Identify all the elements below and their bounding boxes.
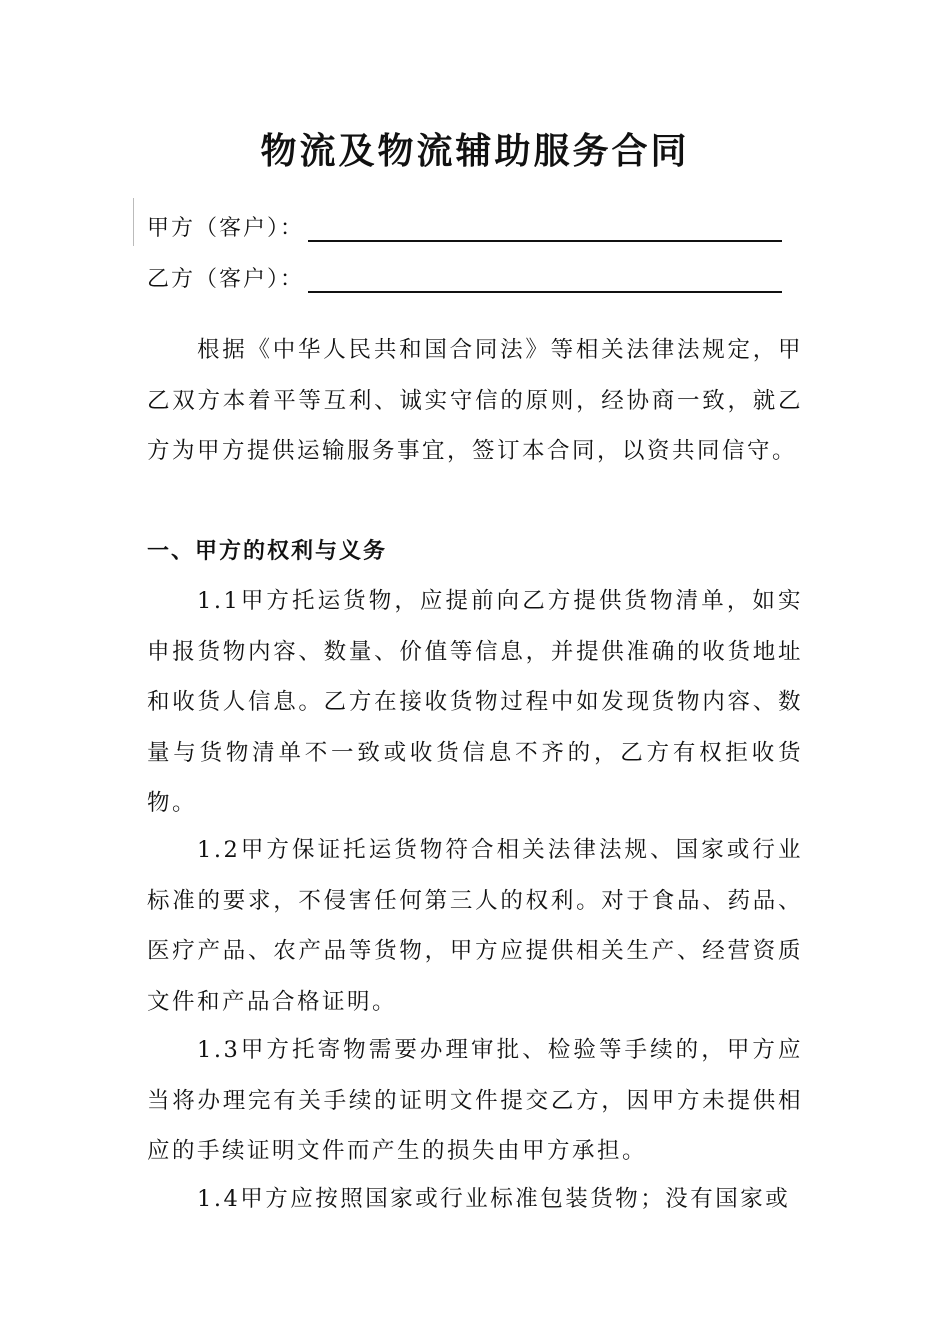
party-b-label: 乙方（客户）： [147,267,305,292]
clause-1-4: 1.4甲方应按照国家或行业标准包装货物；没有国家或 [197,1186,791,1212]
clause-1-2: 1.2甲方保证托运货物符合相关法律法规、国家或行业标准的要求，不侵害任何第三人的权利。对于食品、药品、医疗产品、农产品等货物，甲方应提供相关生产、经营资质文件和产品合格证明。 [147,837,803,1015]
party-a-label: 甲方（客户）： [147,216,305,241]
preamble-paragraph: 根据《中华人民共和国合同法》等相关法律法规定，甲乙双方本着平等互利、诚实守信的原则，经协商一致，就乙方为甲方提供运输服务事宜，签订本合同，以资共同信守。 [147,337,803,464]
party-b-blank [308,261,782,293]
party-a-line [147,202,782,242]
clause-1-3: 1.3甲方托寄物需要办理审批、检验等手续的，甲方应当将办理完有关手续的证明文件提交乙方，因甲方未提供相应的手续证明文件而产生的损失由甲方承担。 [147,1037,803,1164]
party-a-blank [308,210,782,242]
section-1-heading: 一、甲方的权利与义务 [147,539,388,564]
document-title: 物流及物流辅助服务合同 [260,131,690,172]
margin-marker [133,198,134,246]
clause-1-1: 1.1甲方托运货物，应提前向乙方提供货物清单，如实申报货物内容、数量、价值等信息，并提供准确的收货地址和收货人信息。乙方在接收货物过程中如发现货物内容、数量与货物清单不一致或收货信息不齐的，乙方有权拒收货物。 [147,588,803,816]
party-b-line [147,253,782,293]
